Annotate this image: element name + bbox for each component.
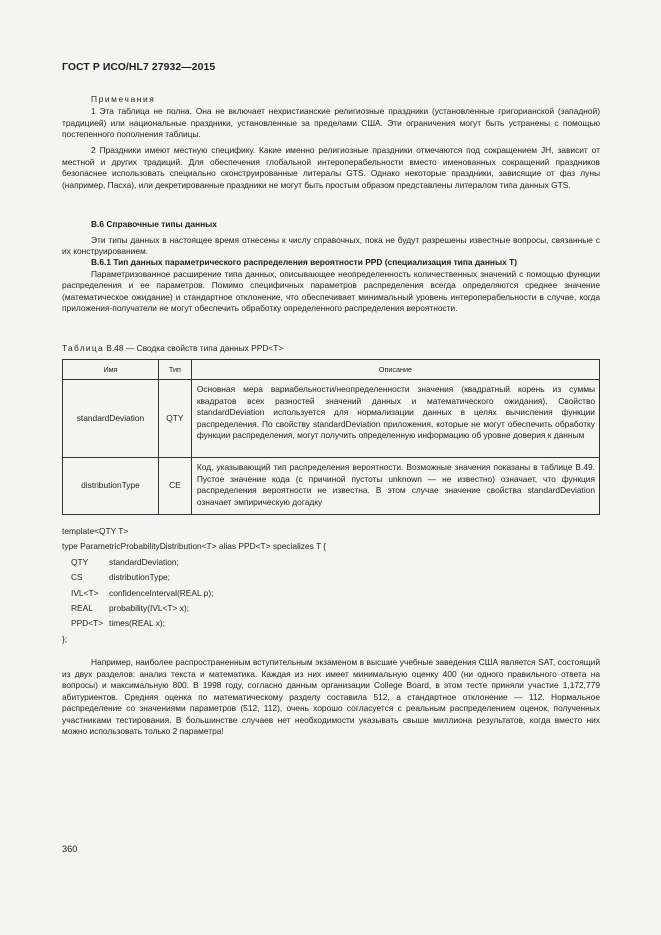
- member-type: QTY: [71, 556, 89, 567]
- member-decl: distributionType;: [109, 572, 170, 583]
- table-row: [63, 380, 600, 458]
- document-header: ГОСТ Р ИСО/HL7 27932—2015: [62, 62, 216, 73]
- code-member: [62, 555, 602, 570]
- section-b6: [62, 219, 600, 258]
- note-2: 2 Праздники имеют местную специфику. Какие именно религиозные праздники отмечаются под сокращением JH, зависит от местной и других традиций. Для обеспечения глобальной интероперабельности вместо именованных сокращений праздников безопаснее использовать специально сконструированные литералы GTS. Однако некоторые праздники, зависящие от фаз луны (например, Пасха), или декретированные праздники не могут быть простым образом представлены литералом типа данных GTS.: [62, 145, 600, 190]
- code-member: [62, 601, 602, 616]
- header-desc: Описание: [191, 360, 599, 380]
- section-b61: [62, 257, 600, 315]
- notes-block: [62, 106, 600, 141]
- properties-table: [62, 359, 600, 515]
- cell-name: distributionType: [63, 458, 159, 515]
- section-b6-text: Эти типы данных в настоящее время отнесены к числу справочных, пока не будут разрешены известные вопросы, связанные с их конструированием.: [62, 234, 600, 256]
- member-decl: standardDeviation;: [109, 556, 179, 567]
- page-number: 360: [62, 844, 78, 854]
- member-decl: probability(IVL<T> x);: [109, 602, 190, 613]
- notes-block-2: [62, 145, 600, 191]
- member-decl: times(REAL x);: [109, 618, 165, 629]
- member-type: REAL: [71, 602, 93, 613]
- code-line: type ParametricProbabilityDistribution<T> alias PPD<T> specializes T {: [62, 541, 327, 552]
- member-decl: confidenceInterval(REAL p);: [109, 587, 214, 598]
- table-caption-label: Таблица: [62, 343, 104, 353]
- cell-desc: Основная мера вариабельности/неопределенности значения (квадратный корень из суммы квадратов всех разностей значений данных и математического ожидания). Свойство standardDeviation используется для нормализации данных в целях вычисления функции распределения. По свойству standardDeviation приложения, которые не могут обеспечить обработку функции распределения, могут получить определенную информацию об уровне доверия к данным: [191, 380, 599, 458]
- cell-type: CE: [158, 458, 191, 515]
- member-type: IVL<T>: [71, 587, 99, 598]
- code-member: [62, 586, 602, 601]
- cell-desc: Код, указывающий тип распределения вероятности. Возможные значения показаны в таблице В.49. Пустое значение кода (с причиной пустоты unknown — не известно) означает, что функция распределения вероятности не известна. В этом случае значение свойства standardDeviation означает эмпирическую догадку: [191, 458, 599, 515]
- section-b61-title: В.6.1 Тип данных параметрического распределения вероятности PPD (специализация типа данных T): [91, 257, 517, 267]
- section-b6-title: B.6 Справочные типы данных: [91, 219, 217, 229]
- section-b61-text: Параметризованное расширение типа данных, описывающее неопределенность количественных значений с помощью функции распределения и ее параметров. Помимо специфичных параметров распределения всегда определяются среднее значение (математическое ожидание) и стандартное отклонение, что обеспечивает минимальный уровень интероперабельности в случае, когда приложения-получатели не могут обеспечить обработку определенного распределения вероятности.: [62, 268, 600, 313]
- notes-title: Примечания: [91, 94, 156, 104]
- header-name: Имя: [63, 360, 159, 380]
- table-header-row: [63, 360, 600, 380]
- cell-name: standardDeviation: [63, 380, 159, 458]
- example-block: [62, 657, 600, 738]
- note-1: 1 Эта таблица не полна. Она не включает нехристианские религиозные праздники (установленные григорианской (западной) традицией) или национальные праздники, установленные за пределами США. Эти ограничения могут быть устранены с помощью постепенного пополнения таблицы.: [62, 106, 600, 139]
- code-member: [62, 616, 602, 631]
- member-type: CS: [71, 572, 83, 583]
- table-row: [63, 458, 600, 515]
- table-caption-text: В.48 — Сводка свойств типа данных PPD<T>: [103, 343, 284, 353]
- cell-type: QTY: [158, 380, 191, 458]
- example-text: Например, наиболее распространенным вступительным экзаменом в высшие учебные заведения США является SAT, состоящий из двух разделов: анализ текста и математика. Каждая из них имеет минимальную оценку 400 (ни одного правильного ответа на вопросы) и максимальную 800. В 1998 году, согласно данным организации College Board, в этом тесте приняли участие 1,172,779 абитуриентов. Средняя оценка по математическому разделу составила 512, а стандартное отклонение — 112. Нормальное распределение со значениями параметров (512, 112), очень хорошо согласуется с реальным распределением оценок, полученных участниками тестирования. В большинстве случаев нет необходимости указывать свыше миллиона результатов, когда вместо них можно использовать только 2 параметра!: [62, 657, 600, 736]
- code-line: template<QTY T>: [62, 526, 129, 536]
- header-type: Тип: [158, 360, 191, 380]
- table-caption: [62, 343, 283, 355]
- code-block: [62, 524, 602, 647]
- code-member: [62, 570, 602, 585]
- member-type: PPD<T>: [71, 618, 104, 629]
- code-line: };: [62, 633, 68, 644]
